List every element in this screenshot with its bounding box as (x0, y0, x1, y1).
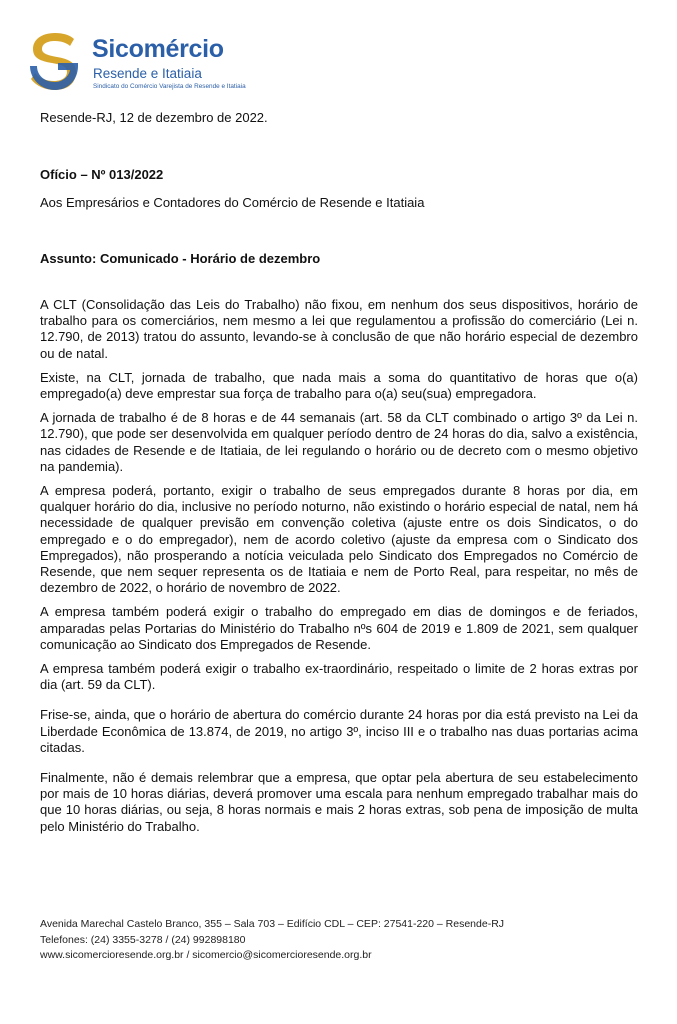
body-paragraph: Existe, na CLT, jornada de trabalho, que nada mais a soma do quantitativo de horas que o(a) empregado(a) deve emprestar sua força de trabalho para o(a) seu(sua) empregadora. (40, 369, 638, 402)
letter-subject: Assunto: Comunicado - Horário de dezembro (40, 251, 321, 266)
footer-address: Avenida Marechal Castelo Branco, 355 – Sala 703 – Edifício CDL – CEP: 27541-220 – Resende-RJ (40, 918, 505, 930)
footer-web-email: www.sicomercioresende.org.br / sicomercio@sicomercioresende.org.br (40, 949, 372, 961)
brand-city: Resende e Itatiaia (93, 66, 202, 81)
body-paragraph: A empresa também poderá exigir o trabalho ex-traordinário, respeitado o limite de 2 horas extras por dia (art. 59 da CLT). (40, 661, 638, 693)
body-paragraph: A CLT (Consolidação das Leis do Trabalho) não fixou, em nenhum dos seus dispositivos, horário de trabalho para os comerciários, nem mesmo a lei que regulamentou a profissão do comerciário (Lei n. 12.790, de 2013) tratou do assunto, levando-se à conclusão de que não horário especial de dezembro ou de natal. (40, 297, 638, 361)
letter-date: Resende-RJ, 12 de dezembro de 2022. (40, 110, 268, 125)
body-paragraph: Frise-se, ainda, que o horário de abertura do comércio durante 24 horas por dia está previsto na Lei da Liberdade Econômica de 13.874, de 2019, no artigo 3º, inciso III e o trabalho nas duas portarias acima citadas. (40, 707, 638, 755)
letter-recipients: Aos Empresários e Contadores do Comércio de Resende e Itatiaia (40, 195, 425, 210)
body-paragraph: A empresa poderá, portanto, exigir o trabalho de seus empregados durante 8 horas por dia, em qualquer horário do dia, inclusive no período noturno, não existindo o horário especial de natal, nem há necessidade de qualquer previsão em convenção coletiva (ajuste entre os dois Sindicatos, o do empregado e o do empregador), nem de acordo coletivo (ajuste da empresa com o Sindicato dos Empregados), não prosperando a notícia veiculada pelo Sindicato dos Empregados no Comércio de Resende, que nem sequer representa os de Itatiaia e nem de Porto Real, para respeitar, no mês de dezembro de 2022, o horário de novembro de 2022. (40, 483, 638, 596)
footer (40, 917, 640, 964)
body-paragraph: A jornada de trabalho é de 8 horas e de 44 semanais (art. 58 da CLT combinado o artigo 3º da Lei n. 12.790), que pode ser desenvolvida em qualquer período dentro de 24 horas do dia, salvo a existência, nas cidades de Resende e de Itatiaia, de lei regulando o horário ou de decreto com o mesmo objetivo na pandemia). (40, 410, 638, 474)
sicomercio-logo (30, 33, 290, 93)
sicomercio-logo-icon (30, 33, 80, 91)
oficio-number: Ofício – Nº 013/2022 (40, 167, 164, 182)
letter-body (40, 297, 638, 843)
brand-subtitle: Sindicato do Comércio Varejista de Resende e Itatiaia (93, 83, 246, 90)
footer-phones: Telefones: (24) 3355-3278 / (24) 992898180 (40, 933, 246, 946)
brand-name: Sicomércio (92, 35, 224, 63)
body-paragraph: Finalmente, não é demais relembrar que a empresa, que optar pela abertura de seu estabelecimento por mais de 10 horas diárias, deverá promover uma escala para nenhum empregado trabalhar mais do que 10 horas diárias, ou seja, 8 horas normais e mais 2 horas extras, sob pena de imposição de multa pelo Ministério do Trabalho. (40, 770, 638, 834)
body-paragraph: A empresa também poderá exigir o trabalho do empregado em dias de domingos e de feriados, amparadas pelas Portarias do Ministério do Trabalho nºs 604 de 2019 e 1.809 de 2021, sem qualquer comunicação ao Sindicato dos Empregados de Resende. (40, 604, 638, 652)
